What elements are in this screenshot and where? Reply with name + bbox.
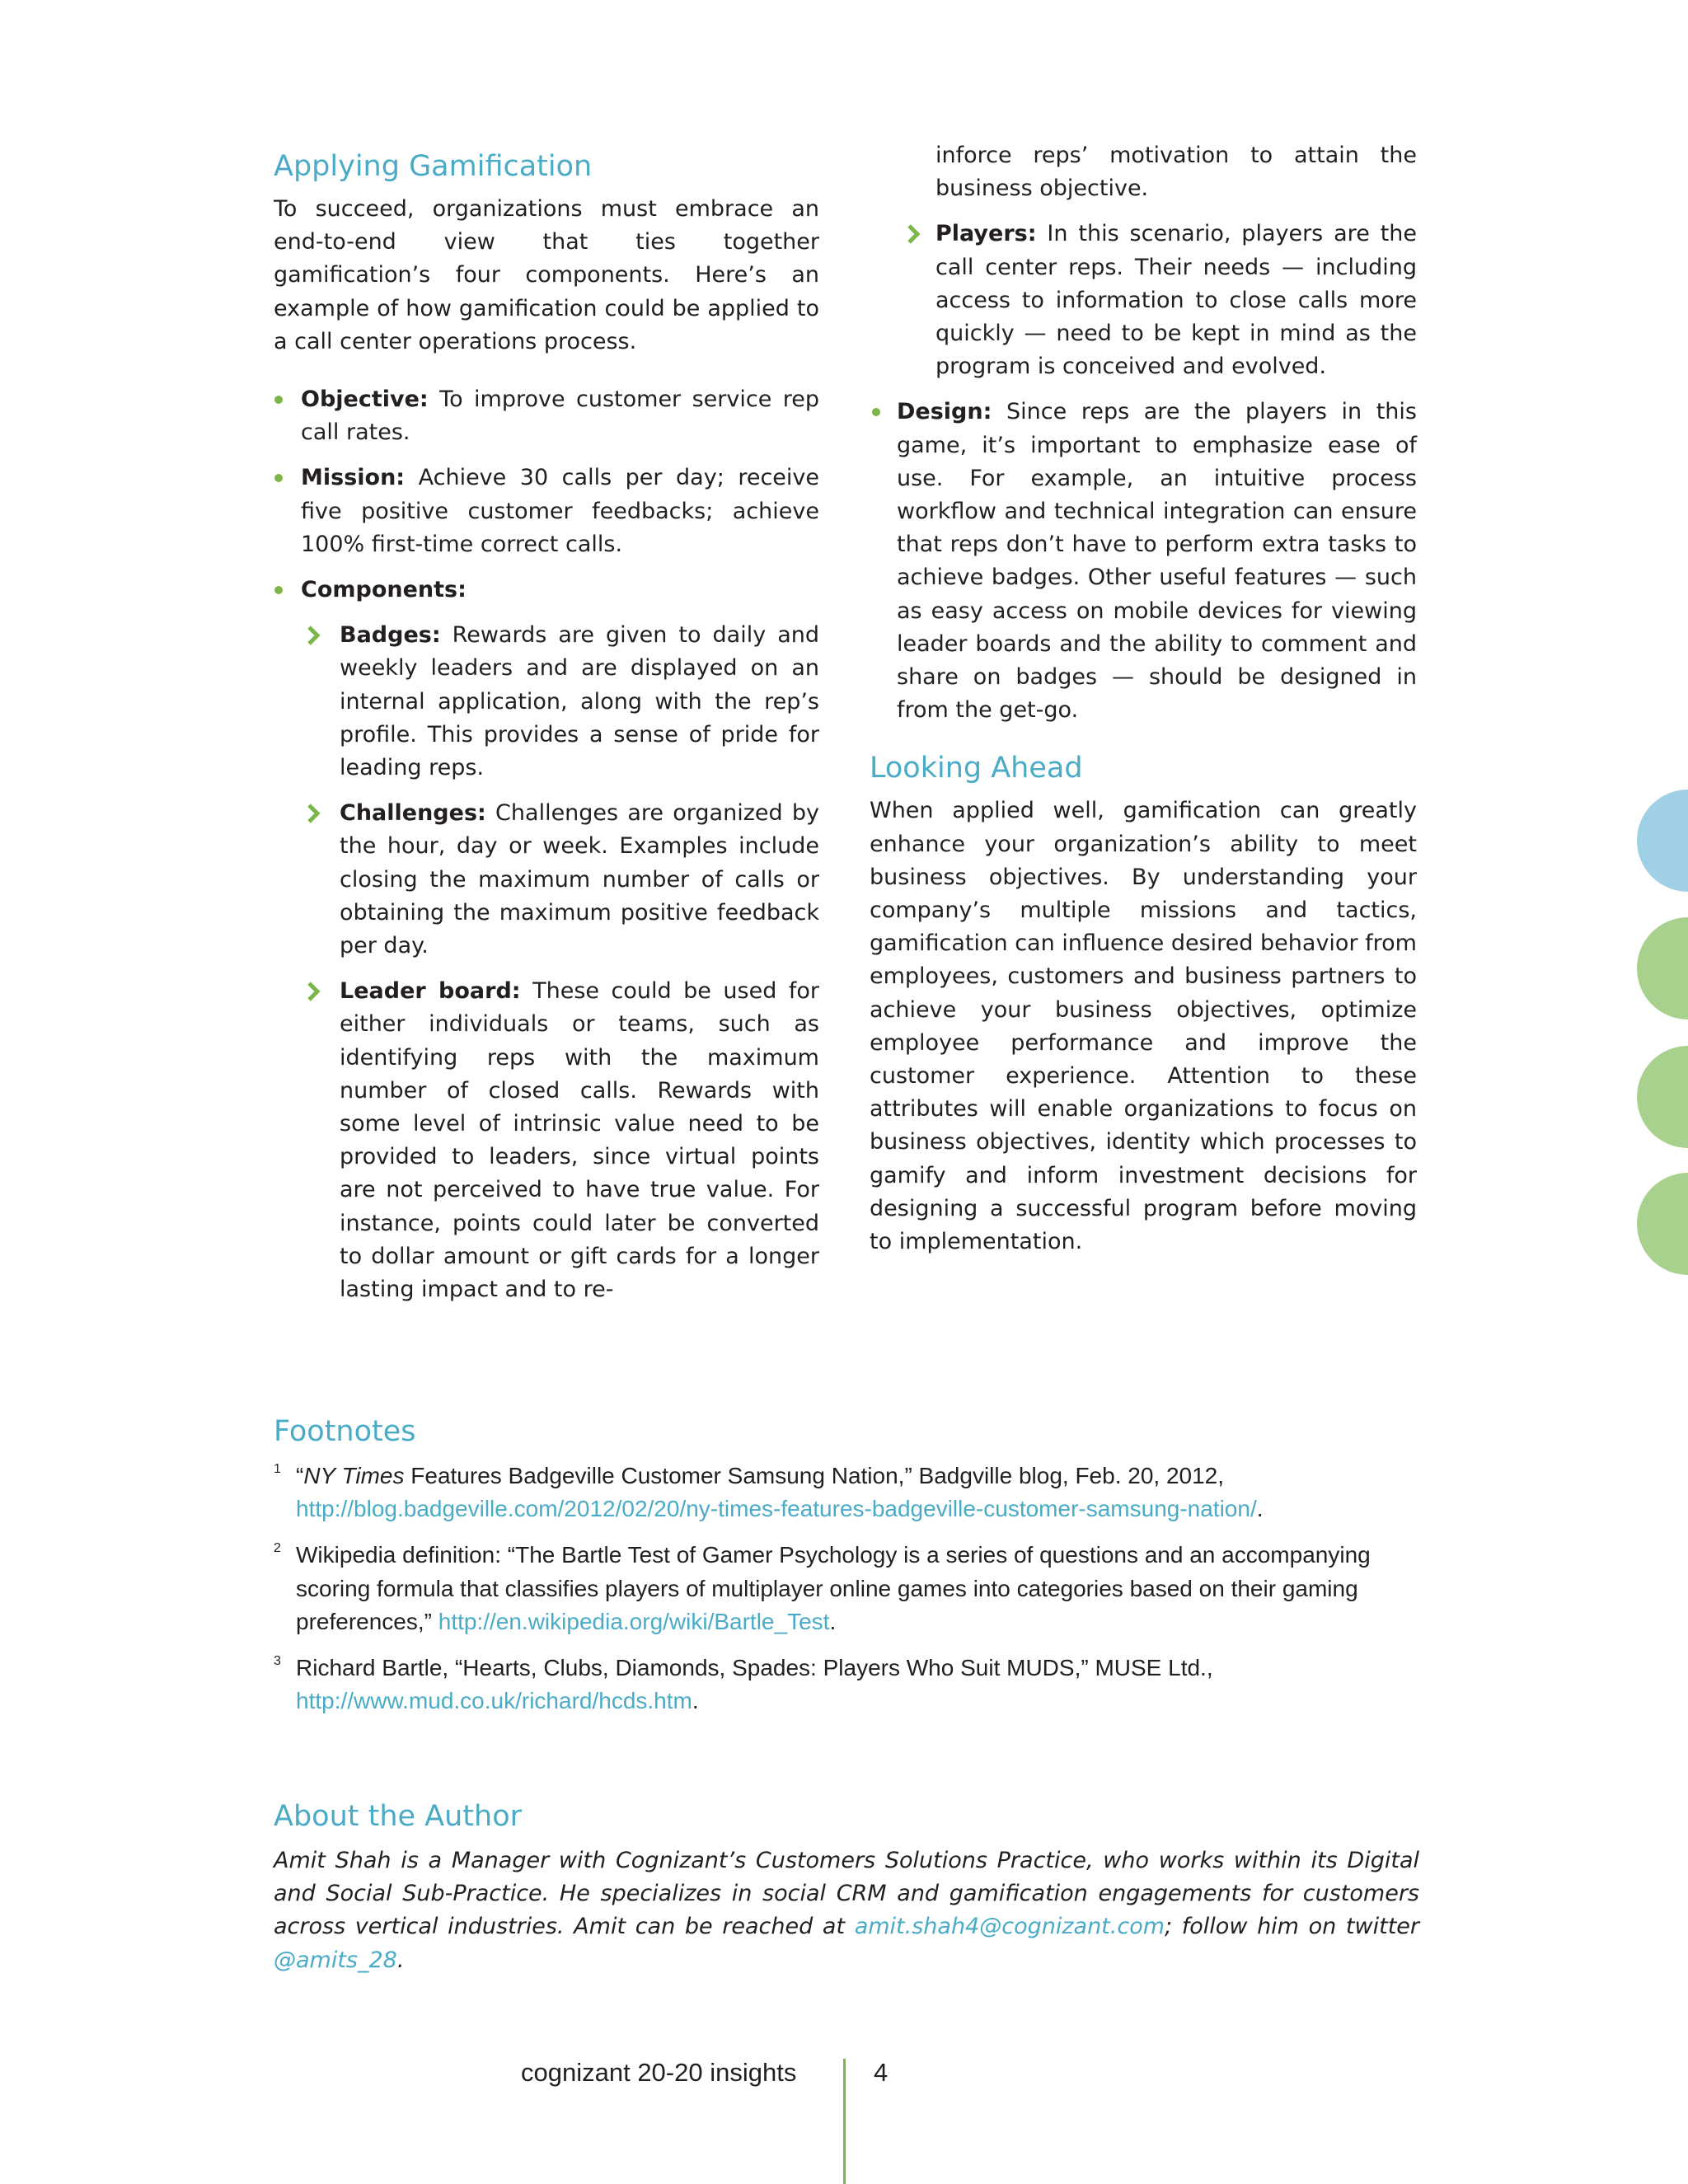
- about-author-paragraph: [274, 1844, 1419, 1977]
- challenges-text: Challenges are organized by the hour, day or week. Examples include closing the maximum number of calls or obtaining the maximum positive feedback per day.: [340, 800, 819, 959]
- left-column: [274, 148, 819, 1319]
- footnote-text: Wikipedia definition: “The Bartle Test of Gamer Psychology is a series of questions and an accompanying scoring formula that classifies players of multiplayer online games into categories based on their gaming preferences,”: [296, 1542, 1371, 1634]
- footnote-item: [274, 1460, 1419, 1526]
- mission-label: Mission:: [301, 465, 406, 491]
- bullet-list-continued: [870, 396, 1417, 727]
- bullet-list: [274, 383, 819, 1306]
- author-twitter-link[interactable]: @amits_28: [274, 1947, 397, 1973]
- footnote-italic: NY Times: [303, 1463, 405, 1488]
- objective-label: Objective:: [301, 387, 429, 413]
- footnote-text: Richard Bartle, “Hearts, Clubs, Diamonds, Spades: Players Who Suit MUDS,” MUSE Ltd.,: [296, 1655, 1213, 1681]
- intro-paragraph: To succeed, organizations must embrace an end-to-end view that ties together gamification’s four components. Here’s an example of how gamification could be applied to a call center operations process.: [274, 196, 819, 354]
- badges-text: Rewards are given to daily and weekly leaders and are displayed on an internal application, along with the rep’s profile. This provides a sense of pride for leading reps.: [340, 622, 819, 781]
- players-label: Players:: [935, 221, 1037, 247]
- decorative-circle-green: [1637, 1173, 1688, 1275]
- chevron-right-icon: [305, 802, 323, 825]
- footer-brand: cognizant 20-20 insights: [521, 2058, 797, 2087]
- sub-item-challenges: [301, 797, 819, 963]
- footer-divider: [843, 2059, 846, 2184]
- sub-item-leader-board: [301, 975, 819, 1306]
- section-heading-footnotes: Footnotes: [274, 1415, 416, 1448]
- continuation-text: inforce reps’ motivation to attain the business objective.: [935, 143, 1417, 202]
- design-label: Design:: [897, 399, 992, 425]
- components-label: Components:: [301, 577, 467, 603]
- chevron-right-icon: [305, 624, 323, 647]
- about-author-section: [274, 1798, 1419, 1977]
- footnote-item: [274, 1539, 1419, 1638]
- right-column: [870, 139, 1417, 1258]
- footnote-period: .: [829, 1608, 837, 1634]
- badges-label: Badges:: [340, 622, 441, 649]
- mission-text: Achieve 30 calls per day; receive five positive customer feedbacks; achieve 100% first-time correct calls.: [301, 465, 819, 557]
- decorative-circle-green: [1637, 1046, 1688, 1148]
- page-number: 4: [874, 2058, 889, 2087]
- list-item-mission: [274, 462, 819, 561]
- footnote-period: .: [692, 1688, 699, 1714]
- author-email-link[interactable]: amit.shah4@cognizant.com: [854, 1914, 1165, 1940]
- list-item-objective: [274, 383, 819, 449]
- footnote-number: 2: [274, 1541, 281, 1556]
- footnote-number: 3: [274, 1654, 281, 1669]
- list-item-components: [274, 574, 819, 1306]
- list-item-design: [870, 396, 1417, 727]
- sub-item-players: [870, 218, 1417, 383]
- sub-list: [301, 619, 819, 1306]
- design-text: Since reps are the players in this game, it’s important to emphasize ease of use. For example, an intuitive process workflow and technical integration can ensure that reps don’t have to perform extra tasks to achieve badges. Other useful features — such as easy access on mobile devices for viewing leader boards and the ability to comment and share on badges — should be designed in from the get-go.: [897, 399, 1417, 724]
- footnote-period: .: [1256, 1496, 1264, 1522]
- footnote-quote: “: [296, 1463, 304, 1488]
- objective-text: To improve customer service rep call rates.: [301, 387, 819, 446]
- decorative-circle-green: [1637, 917, 1688, 1019]
- chevron-right-icon: [305, 980, 323, 1003]
- section-heading-looking-ahead: Looking Ahead: [870, 752, 1083, 785]
- footnote-text: Features Badgeville Customer Samsung Nation,” Badgville blog, Feb. 20, 2012,: [404, 1463, 1225, 1488]
- looking-ahead-paragraph: When applied well, gamification can greatly enhance your organization’s ability to meet business objectives. By understanding your company’s multiple missions and tactics, gamification can influence desired behavior from employees, customers and business partners to achieve your business objectives, optimize employee performance and improve the customer experience. Attention to these attributes will enable organizations to focus on business objectives, identity which processes to gamify and inform investment decisions for designing a successful program before moving to implementation.: [870, 798, 1417, 1255]
- footnote-link[interactable]: http://www.mud.co.uk/richard/hcds.htm: [296, 1688, 692, 1714]
- section-heading-applying-gamification: Applying Gamification: [274, 150, 593, 183]
- footnote-number: 1: [274, 1462, 281, 1476]
- footnote-link[interactable]: http://en.wikipedia.org/wiki/Bartle_Test: [438, 1608, 830, 1634]
- challenges-label: Challenges:: [340, 800, 486, 827]
- chevron-right-icon: [905, 223, 923, 246]
- section-heading-about-author: About the Author: [274, 1800, 523, 1833]
- about-text-3: .: [396, 1947, 405, 1973]
- leader-board-label: Leader board:: [340, 978, 521, 1005]
- about-text: Amit Shah is a Manager with Cognizant’s Customers Solutions Practice, who works within its Digital and Social Sub-Practice. He specializes in social CRM and gamification engagements for customers across vertical industries. Amit can be reached at: [274, 1848, 1419, 1940]
- sub-item-badges: [301, 619, 819, 785]
- decorative-circle-blue: [1637, 790, 1688, 892]
- footnotes-section: [274, 1413, 1419, 1731]
- footnote-item: [274, 1652, 1419, 1718]
- players-text: In this scenario, players are the call center reps. Their needs — including access to information to close calls more quickly — need to be kept in mind as the program is conceived and evolved.: [935, 221, 1417, 380]
- leader-board-text: These could be used for either individuals or teams, such as identifying reps with the maximum number of closed calls. Rewards with some level of intrinsic value need to be provided to leaders, since virtual points are not perceived to have true value. For instance, points could later be converted to dollar amount or gift cards for a longer lasting impact and to re-: [340, 978, 819, 1303]
- footnote-link[interactable]: http://blog.badgeville.com/2012/02/20/ny-times-features-badgeville-customer-samsung-nation/: [296, 1496, 1257, 1522]
- about-text-2: ; follow him on twitter: [1165, 1914, 1419, 1940]
